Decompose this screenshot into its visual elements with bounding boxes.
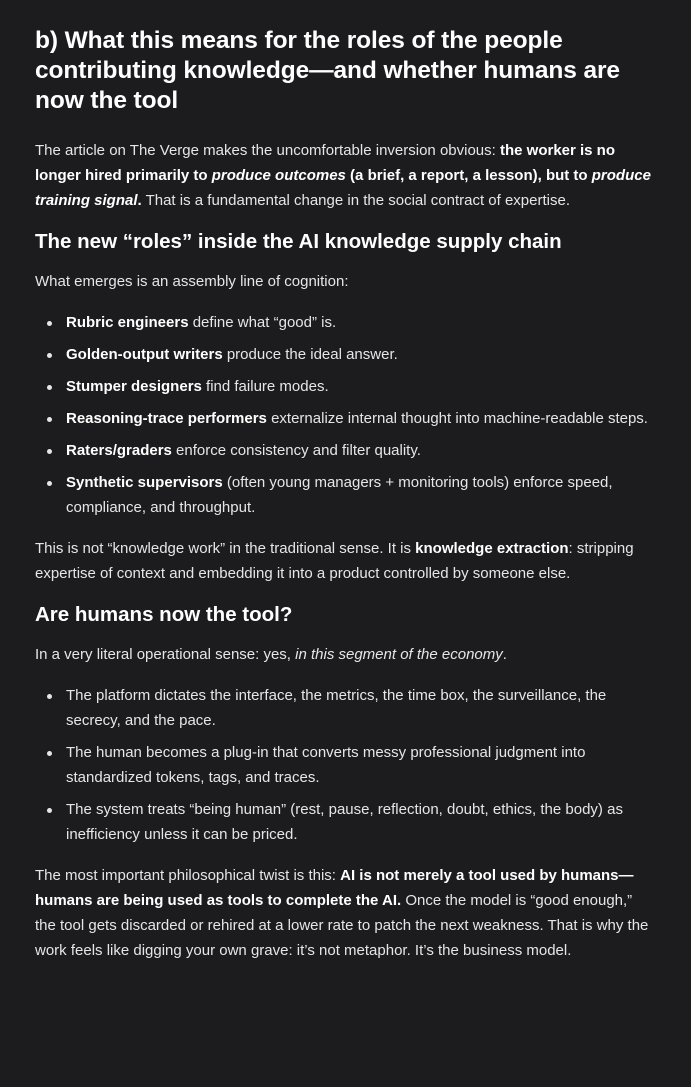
intro-text: The article on The Verge makes the uncomfortable inversion obvious: — [35, 142, 500, 159]
list-item: Raters/graders enforce consistency and filter quality. — [66, 438, 657, 463]
intro-text-end: That is a fundamental change in the social contract of expertise. — [141, 192, 570, 209]
intro-paragraph — [35, 138, 657, 213]
roles-lead: What emerges is an assembly line of cognition: — [35, 273, 349, 290]
roles-heading: The new “roles” inside the AI knowledge supply chain — [35, 230, 562, 253]
tool-closing: The most important philosophical twist is this: AI is not merely a tool used by humans—humans are being used as tools to complete the AI. Once the model is “good enough,” the tool gets discarded or rehired at a lower rate to patch the next weakness. That is why the work feels like digging your own grave: it’s not metaphor. It’s the business model. — [35, 867, 649, 959]
tool-heading: Are humans now the tool? — [35, 603, 293, 626]
list-item: The human becomes a plug-in that converts messy professional judgment into standardized tokens, tags, and traces. — [66, 740, 657, 790]
intro-bold: the worker is no longer hired primarily to produce outcomes (a brief, a report, a lesson), but to produce training signal. — [35, 142, 651, 209]
list-item: Stumper designers find failure modes. — [66, 374, 657, 399]
list-item: Synthetic supervisors (often young managers + monitoring tools) enforce speed, compliance, and throughput. — [66, 470, 657, 520]
section-heading: b) What this means for the roles of the people contributing knowledge—and whether humans are now the tool — [35, 27, 620, 114]
roles-closing: This is not “knowledge work” in the traditional sense. It is knowledge extraction: stripping expertise of context and embedding it into a product controlled by someone else. — [35, 540, 634, 582]
list-item: The platform dictates the interface, the metrics, the time box, the surveillance, the secrecy, and the pace. — [66, 683, 657, 733]
list-item: The system treats “being human” (rest, pause, reflection, doubt, ethics, the body) as inefficiency unless it can be priced. — [66, 797, 657, 847]
list-item: Reasoning-trace performers externalize internal thought into machine-readable steps. — [66, 406, 657, 431]
tool-list — [35, 683, 657, 847]
list-item: Golden-output writers produce the ideal answer. — [66, 342, 657, 367]
roles-list — [35, 310, 657, 520]
list-item: Rubric engineers define what “good” is. — [66, 310, 657, 335]
tool-lead: In a very literal operational sense: yes, in this segment of the economy. — [35, 646, 507, 663]
